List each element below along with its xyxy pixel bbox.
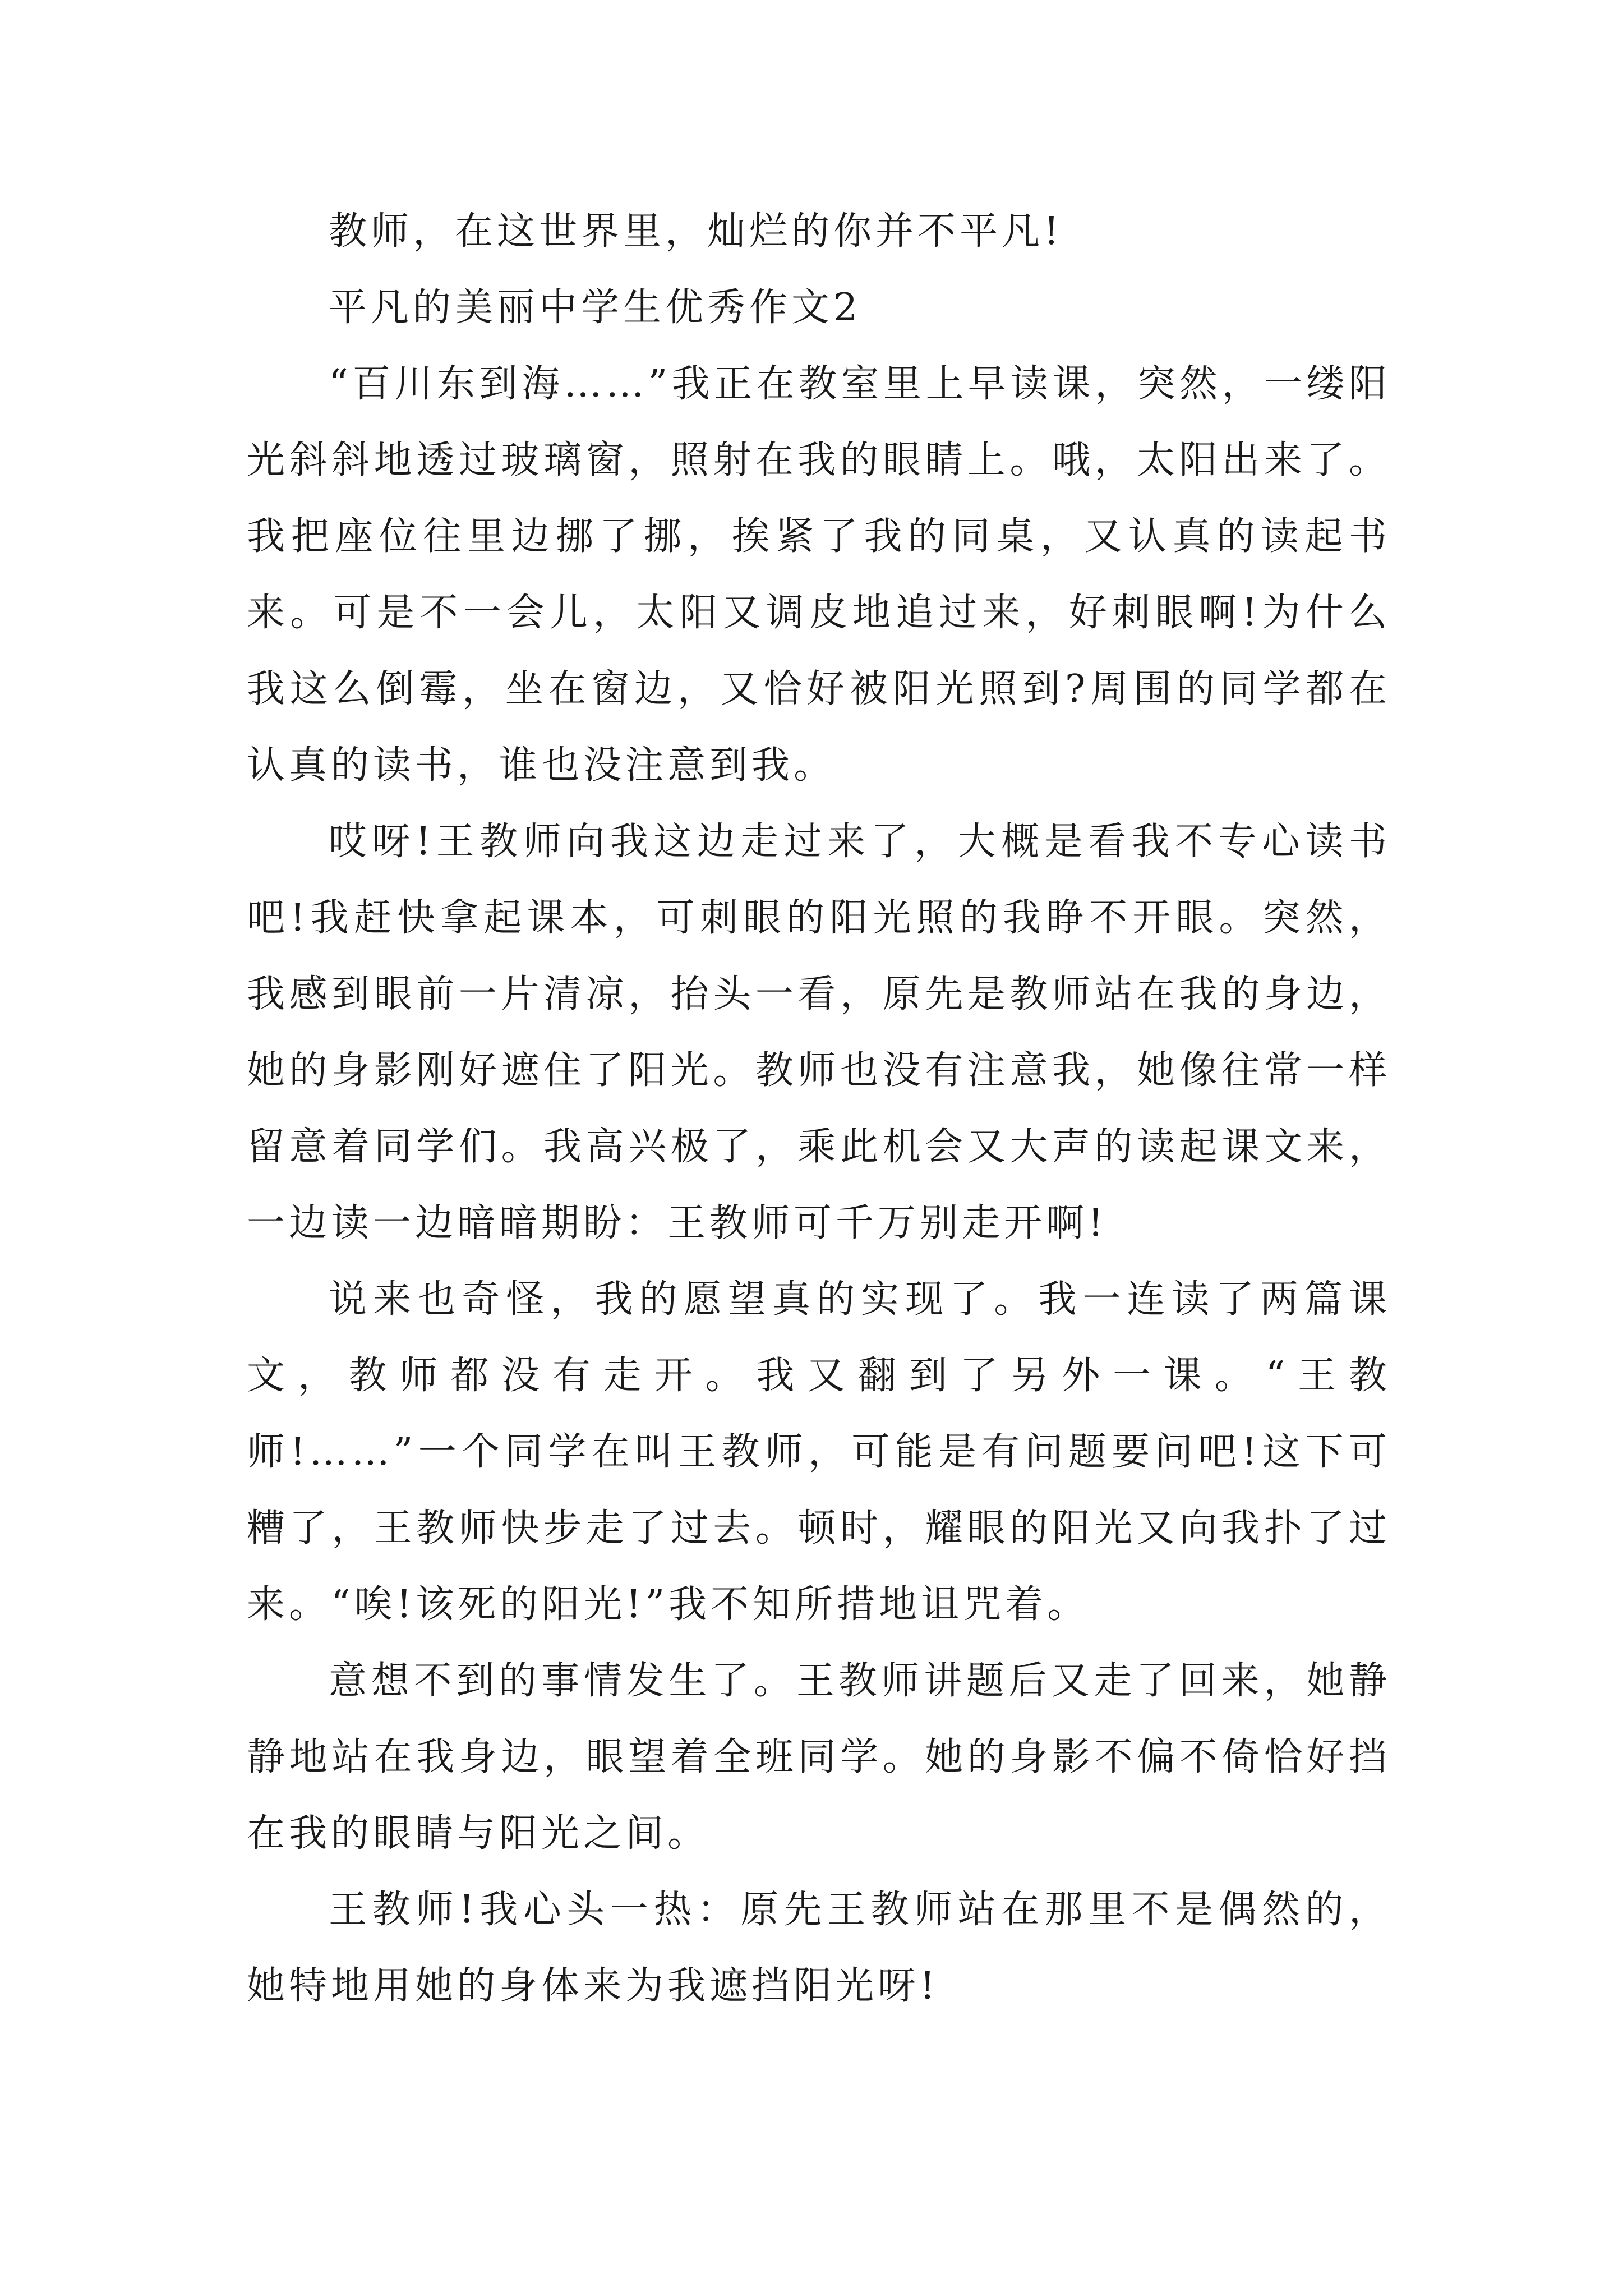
paragraph-5: 王教师!我心头一热：原先王教师站在那里不是偶然的，她特地用她的身体来为我遮挡阳光呀! bbox=[247, 1888, 1391, 2008]
paragraph-1: “百川东到海……”我正在教室里上早读课，突然，一缕阳光斜斜地透过玻璃窗，照射在我的眼睛上。哦，太阳出来了。我把座位往里边挪了挪，挨紧了我的同桌，又认真的读起书来。可是不一会儿，太阳又调皮地追过来，好刺眼啊!为什么我这么倒霉，坐在窗边，又恰好被阳光照到?周围的同学都在认真的读书，谁也没注意到我。 bbox=[247, 362, 1391, 788]
paragraph-4: 意想不到的事情发生了。王教师讲题后又走了回来，她静静地站在我身边，眼望着全班同学。她的身影不偏不倚恰好挡在我的眼睛与阳光之间。 bbox=[247, 1659, 1391, 1856]
essay-title: 平凡的美丽中学生优秀作文2 bbox=[329, 286, 862, 330]
paragraph-3: 说来也奇怪，我的愿望真的实现了。我一连读了两篇课文，教师都没有走开。我又翻到了另外一课。“王教师!……”一个同学在叫王教师，可能是有问题要问吧!这下可糟了，王教师快步走了过去。顿时，耀眼的阳光又向我扑了过来。“唉!该死的阳光!”我不知所措地诅咒着。 bbox=[247, 1277, 1391, 1627]
paragraph-2: 哎呀!王教师向我这边走过来了，大概是看我不专心读书吧!我赶快拿起课本，可刺眼的阳光照的我睁不开眼。突然，我感到眼前一片清凉，抬头一看，原先是教师站在我的身边，她的身影刚好遮住了阳光。教师也没有注意我，她像往常一样留意着同学们。我高兴极了，乘此机会又大声的读起课文来，一边读一边暗暗期盼：王教师可千万别走开啊! bbox=[247, 820, 1391, 1245]
paragraph-closing-line: 教师，在这世界里，灿烂的你并不平凡! bbox=[329, 209, 1063, 254]
document-body bbox=[247, 194, 1391, 2024]
